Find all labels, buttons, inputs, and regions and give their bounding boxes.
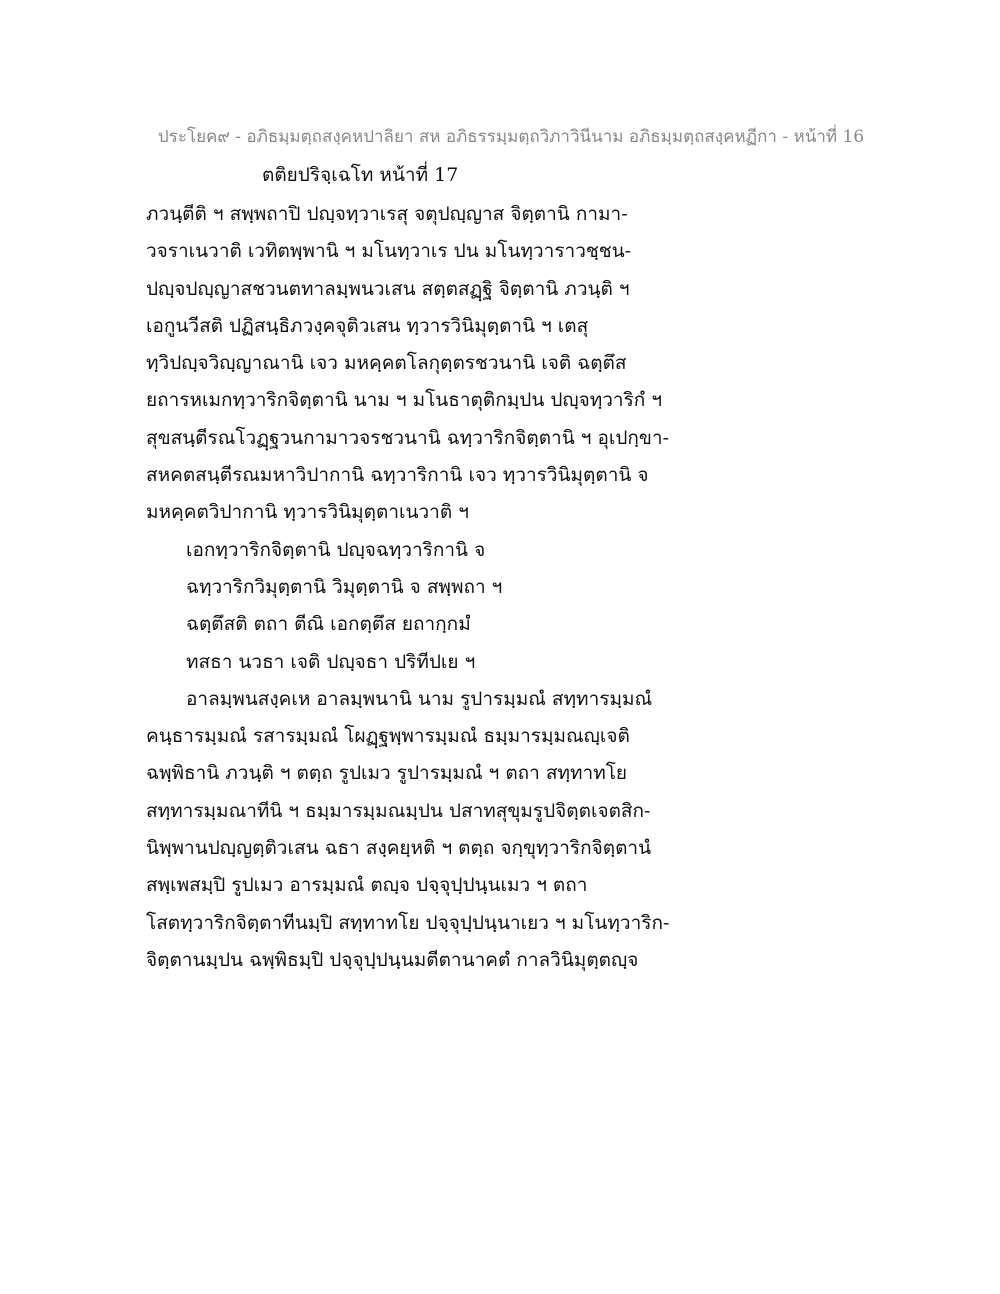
text-line: สหคตสนฺตีรณมหาวิปากานิ ฉทฺวาริกานิ เจว ทฺวารวินิมุตฺตานิ จ [146,464,649,487]
text-line: วจราเนวาติ เวทิตพฺพานิ ฯ มโนทฺวาเร ปน มโนทฺวาราวชฺชน- [146,240,632,263]
verse-line: ฉทฺวาริกวิมุตฺตานิ วิมุตฺตานิ จ สพฺพถา ฯ [186,575,503,598]
text-line: เอกูนวีสติ ปฏิสนฺธิภวงฺคจุติวเสน ทฺวารวินิมุตฺตานิ ฯ เตสุ [146,314,589,337]
text-line: สุขสนฺตีรณโวฏฺฐวนกามาวจรชวนานิ ฉทฺวาริกจิตฺตานิ ฯ อุเปกฺขา- [146,426,670,449]
text-line: ปญฺจปญฺญาสชวนตทาลมฺพนวเสน สตฺตสฏฺฐิ จิตฺตานิ ภวนฺติ ฯ [146,277,630,300]
text-line: มหคฺคตวิปากานิ ทฺวารวินิมุตฺตาเนวาติ ฯ [146,501,469,524]
text-line: ทฺวิปญฺจวิญฺญาณานิ เจว มหคฺคตโลกุตฺตรชวนานิ เจติ ฉตฺตึส [146,352,627,375]
text-line: ภวนฺตีติ ฯ สพฺพถาปิ ปญฺจทฺวาเรสุ จตุปญฺญาส จิตฺตานิ กามา- [146,203,628,225]
text-line: ฉพฺพิธานิ ภวนฺติ ฯ ตตฺถ รูปเมว รูปารมฺมณํ ฯ ตถา สทฺทาทโย [146,762,628,785]
paragraph-first-line: อาลมฺพนสงฺคเห อาลมฺพนานิ นาม รูปารมฺมณํ สทฺทารมฺมณํ [186,687,653,710]
text-line: นิพฺพานปญฺญตฺติวเสน ฉธา สงฺคยฺหติ ฯ ตตฺถ จกฺขุทฺวาริกจิตฺตานํ [146,837,652,860]
page-running-header: ประโยค๙ - อภิธมฺมตฺถสงฺคหปาลิยา สห อภิธรรมฺมตฺถวิภาวินีนาม อภิธมฺมตฺถสงฺคหฏีกา - หน้าที่ 16 [157,127,865,147]
body-text [146,196,866,979]
verse-line: ทสธา นวธา เจติ ปญฺจธา ปริทีปเย ฯ [186,650,476,673]
chapter-page-heading: ตติยปริจฺเฉโท หน้าที่ 17 [262,164,459,186]
text-line: ยถารหเมกทฺวาริกจิตฺตานิ นาม ฯ มโนธาตุติกมฺปน ปญฺจทฺวาริกํ ฯ [146,389,663,412]
verse-line: เอกทฺวาริกจิตฺตานิ ปญฺจฉทฺวาริกานิ จ [186,538,486,561]
verse-line: ฉตฺตึสติ ตถา ตีณิ เอกตฺตึส ยถากฺกมํ [186,613,471,636]
text-line: คนฺธารมฺมณํ รสารมฺมณํ โผฏฺฐพฺพารมฺมณํ ธมฺมารมฺมณญฺเจติ [146,725,630,748]
text-line: สทฺทารมฺมณาทีนิ ฯ ธมฺมารมฺมณมฺปน ปสาทสุขุมรูปจิตฺตเจตสิก- [146,799,651,822]
text-line: จิตฺตานมฺปน ฉพฺพิธมฺปิ ปจฺจุปฺปนฺนมตีตานาคตํ กาลวินิมุตฺตญฺจ [146,948,639,971]
text-line: สพฺเพสมฺปิ รูปเมว อารมฺมณํ ตญฺจ ปจฺจุปฺปนฺนเมว ฯ ตถา [146,874,588,897]
text-line: โสตทฺวาริกจิตฺตาทีนมฺปิ สทฺทาทโย ปจฺจุปฺปนฺนาเยว ฯ มโนทฺวาริก- [146,911,670,934]
